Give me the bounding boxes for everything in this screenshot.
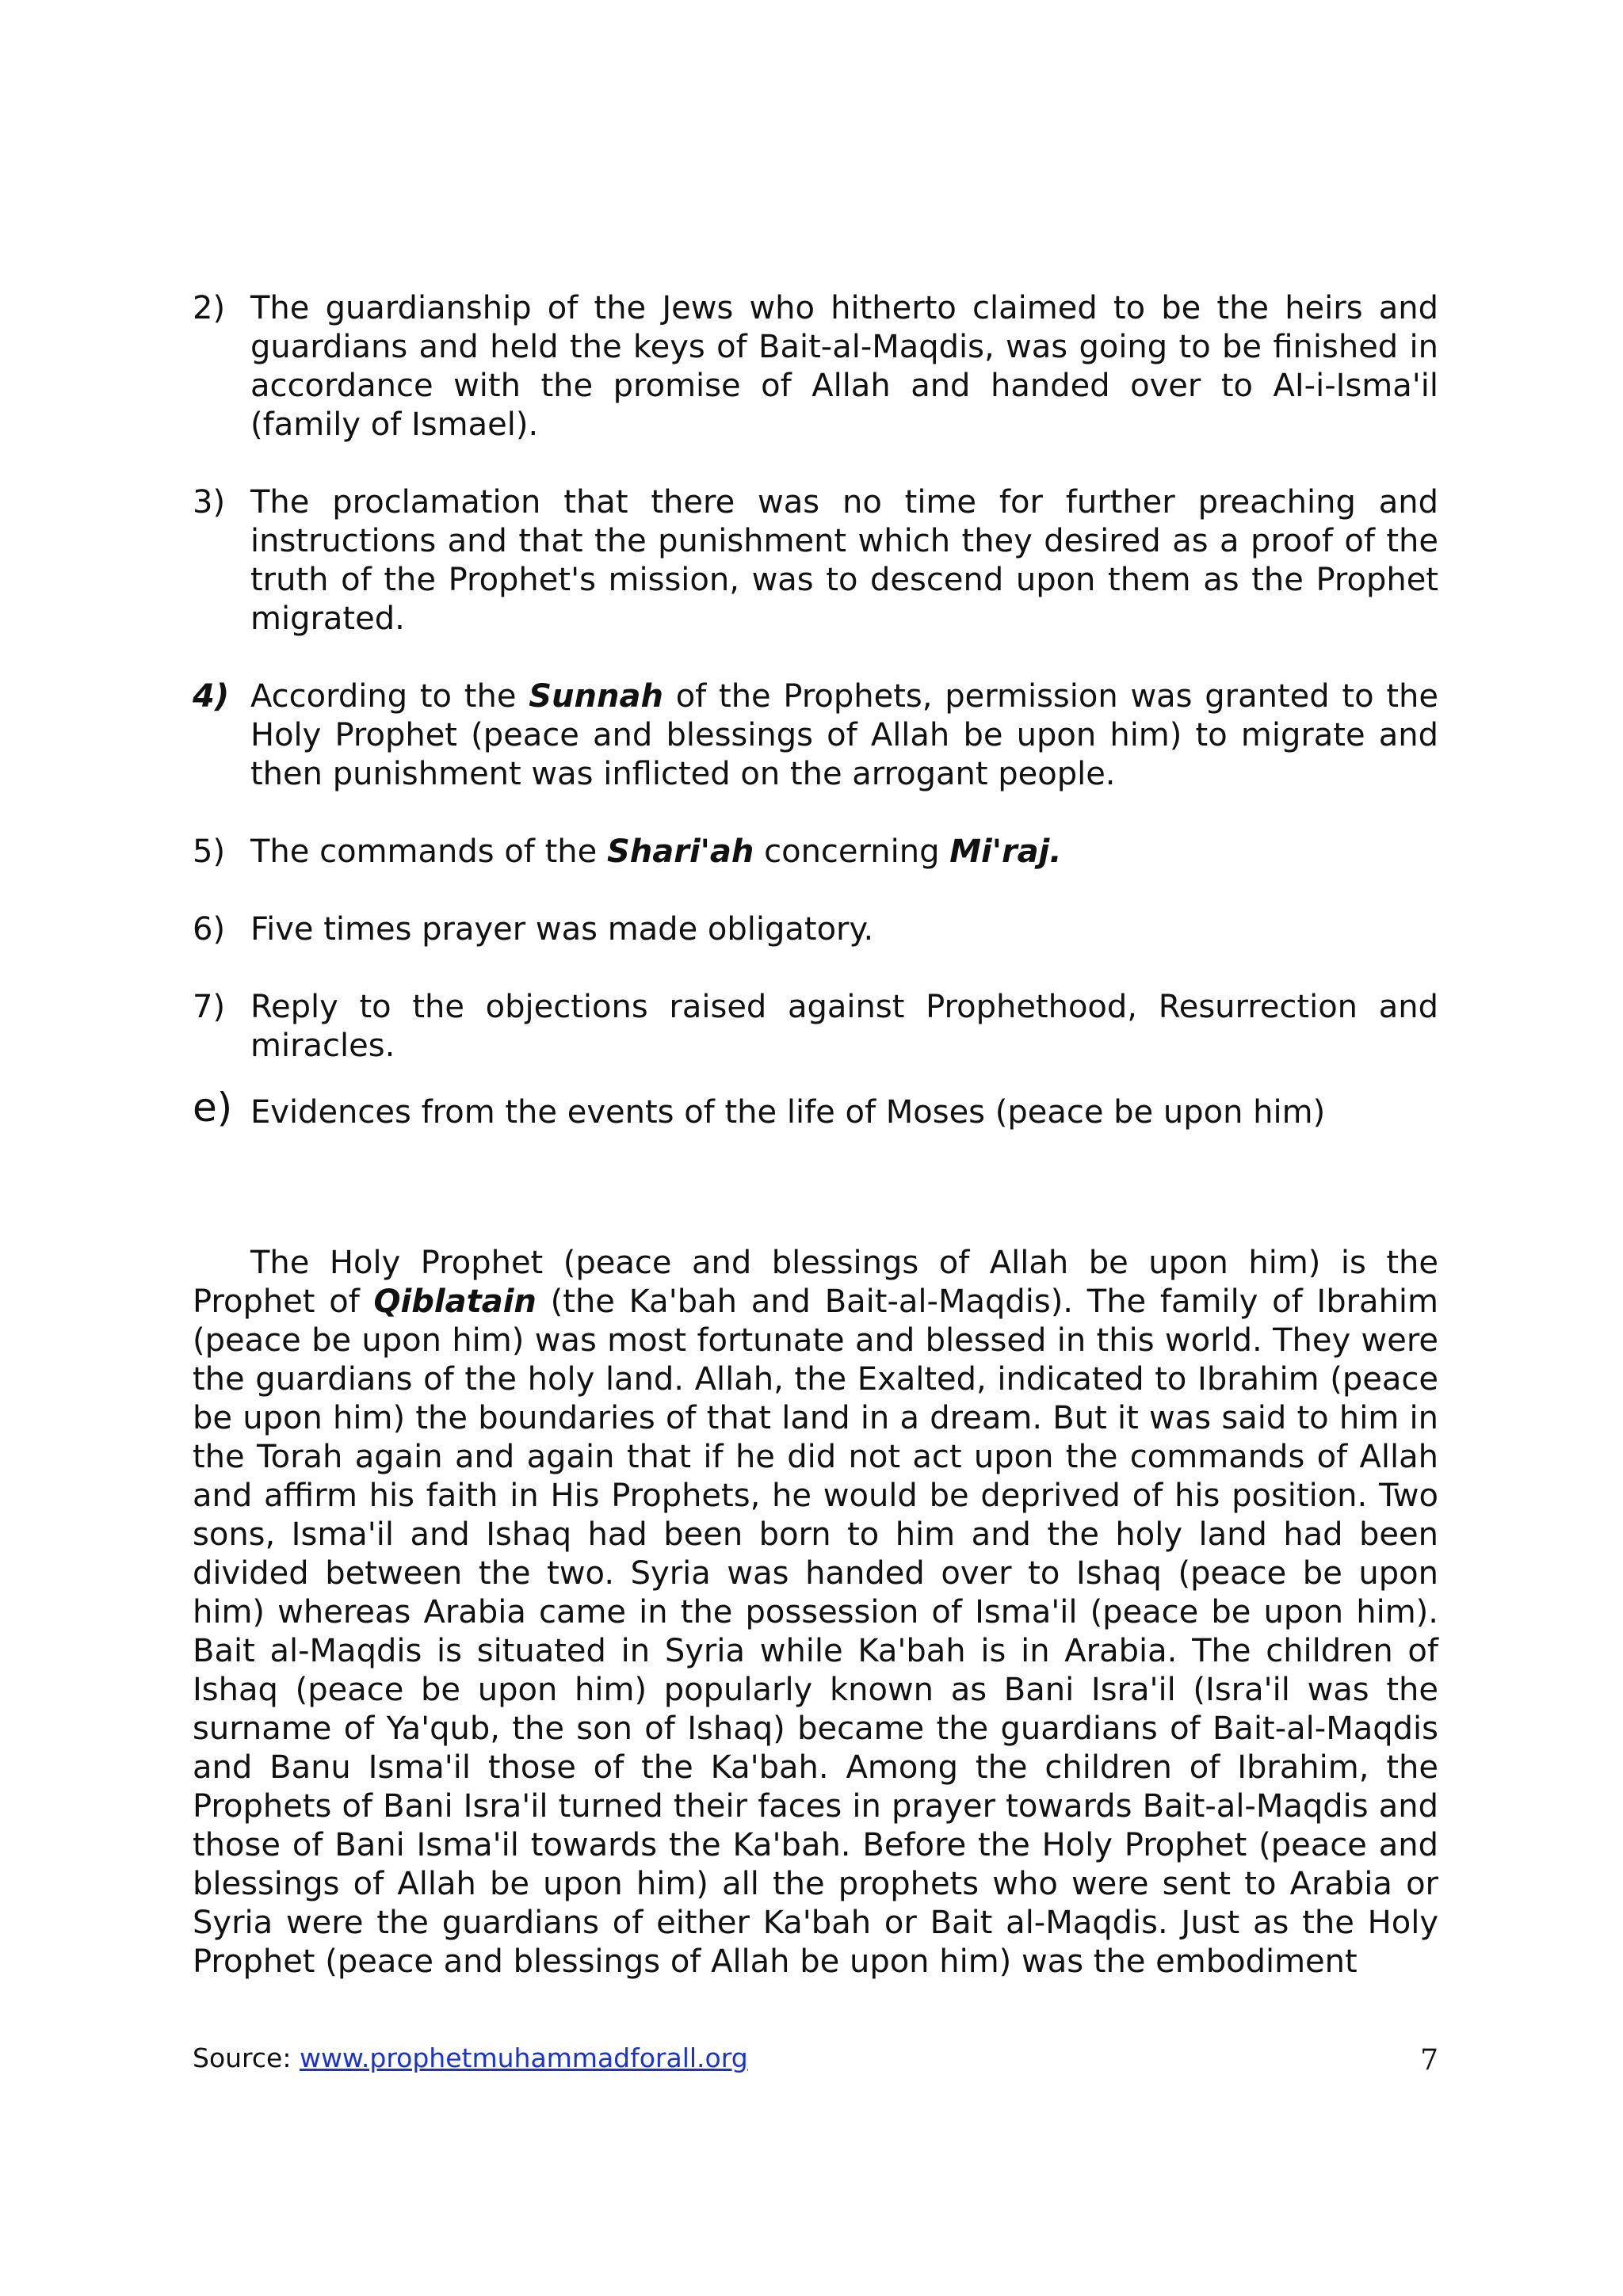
list-text: Evidences from the events of the life of Moses (peace be upon him) xyxy=(250,1094,1326,1131)
emphasis-qiblatain: Qiblatain xyxy=(373,1283,537,1320)
paragraph-post: (the Ka'bah and Bait-al-Maqdis). The family of Ibrahim (peace be upon him) was most fortunate and blessed in this world. They were the guardians of the holy land. Allah, the Exalted, indicated to Ibrahim (peace be upon him) the boundaries of that land in a dream. But it was said to him in the Torah again and again that if he did not act upon the commands of Allah and affirm his faith in His Prophets, he would be deprived of his position. Two sons, Isma'il and Ishaq had been born to him and the holy land had been divided between the two. Syria was handed over to Ishaq (peace be upon him) whereas Arabia came in the possession of Isma'il (peace be upon him). Bait al-Maqdis is situated in Syria while Ka'bah is in Arabia. The children of Ishaq (peace be upon him) popularly known as Bani Isra'il (Isra'il was the surname of Ya'qub, the son of Ishaq) became the guardians of Bait-al-Maqdis and Banu Isma'il those of the Ka'bah. Among the children of Ibrahim, the Prophets of Bani Isra'il turned their faces in prayer towards Bait-al-Maqdis and those of Bani Isma'il towards the Ka'bah. Before the Holy Prophet (peace and blessings of Allah be upon him) all the prophets who were sent to Arabia or Syria were the guardians of either Ka'bah or Bait al-Maqdis. Just as the Holy Prophet (peace and blessings of Allah be upon him) was the embodiment xyxy=(193,1283,1438,1980)
list-text: The proclamation that there was no time for further preaching and instructions and that the punishment which they desired as a proof of the truth of the Prophet's mission, was to descend upon them as the Prophet migrated. xyxy=(250,484,1438,637)
page-number: 7 xyxy=(1420,2044,1438,2077)
list-text-pre: According to the xyxy=(250,678,529,715)
source-label: Source: xyxy=(193,2042,300,2073)
list-item-5 xyxy=(193,833,1438,871)
page-content xyxy=(193,289,1438,1981)
list-text: The guardianship of the Jews who hitherto claimed to be the heirs and guardians and held the keys of Bait-al-Maqdis, was going to be finished in accordance with the promise of Allah and handed over to AI-i-Isma'il (family of Ismael). xyxy=(250,290,1438,443)
list-text: Five times prayer was made obligatory. xyxy=(250,911,874,948)
emphasis-miraj: Mi'raj. xyxy=(949,833,1062,870)
list-item-3 xyxy=(193,483,1438,639)
list-item-4 xyxy=(193,677,1438,794)
list-number: e) xyxy=(193,1085,233,1131)
list-item-2 xyxy=(193,289,1438,444)
emphasis-shariah: Shari'ah xyxy=(606,833,754,870)
paragraph-pre: The Holy Prophet (peace and blessings of Allah be upon him) is the Prophet of xyxy=(193,1245,1438,1320)
list-item-e xyxy=(193,1085,1438,1132)
list-number: 3) xyxy=(193,484,226,521)
source-line xyxy=(193,2042,748,2073)
page-footer xyxy=(193,2042,1438,2082)
list-item-6 xyxy=(193,910,1438,949)
list-number: 6) xyxy=(193,911,226,948)
list-number: 4) xyxy=(193,678,230,715)
list-text-mid: concerning xyxy=(754,833,950,870)
list-text-post: of the Prophets, permission was granted to the Holy Prophet (peace and blessings of Allah be upon him) to migrate and then punishment was inflicted on the arrogant people. xyxy=(250,678,1438,792)
list-item-7 xyxy=(193,988,1438,1066)
list-number: 7) xyxy=(193,989,226,1025)
list-number: 5) xyxy=(193,833,226,870)
source-link[interactable]: www.prophetmuhammadforall.org xyxy=(299,2042,748,2073)
list-number: 2) xyxy=(193,290,226,326)
emphasis-sunnah: Sunnah xyxy=(529,678,663,715)
list-text: Reply to the objections raised against Prophethood, Resurrection and miracles. xyxy=(250,989,1438,1064)
list-text-pre: The commands of the xyxy=(250,833,607,870)
body-paragraph xyxy=(193,1244,1438,1981)
